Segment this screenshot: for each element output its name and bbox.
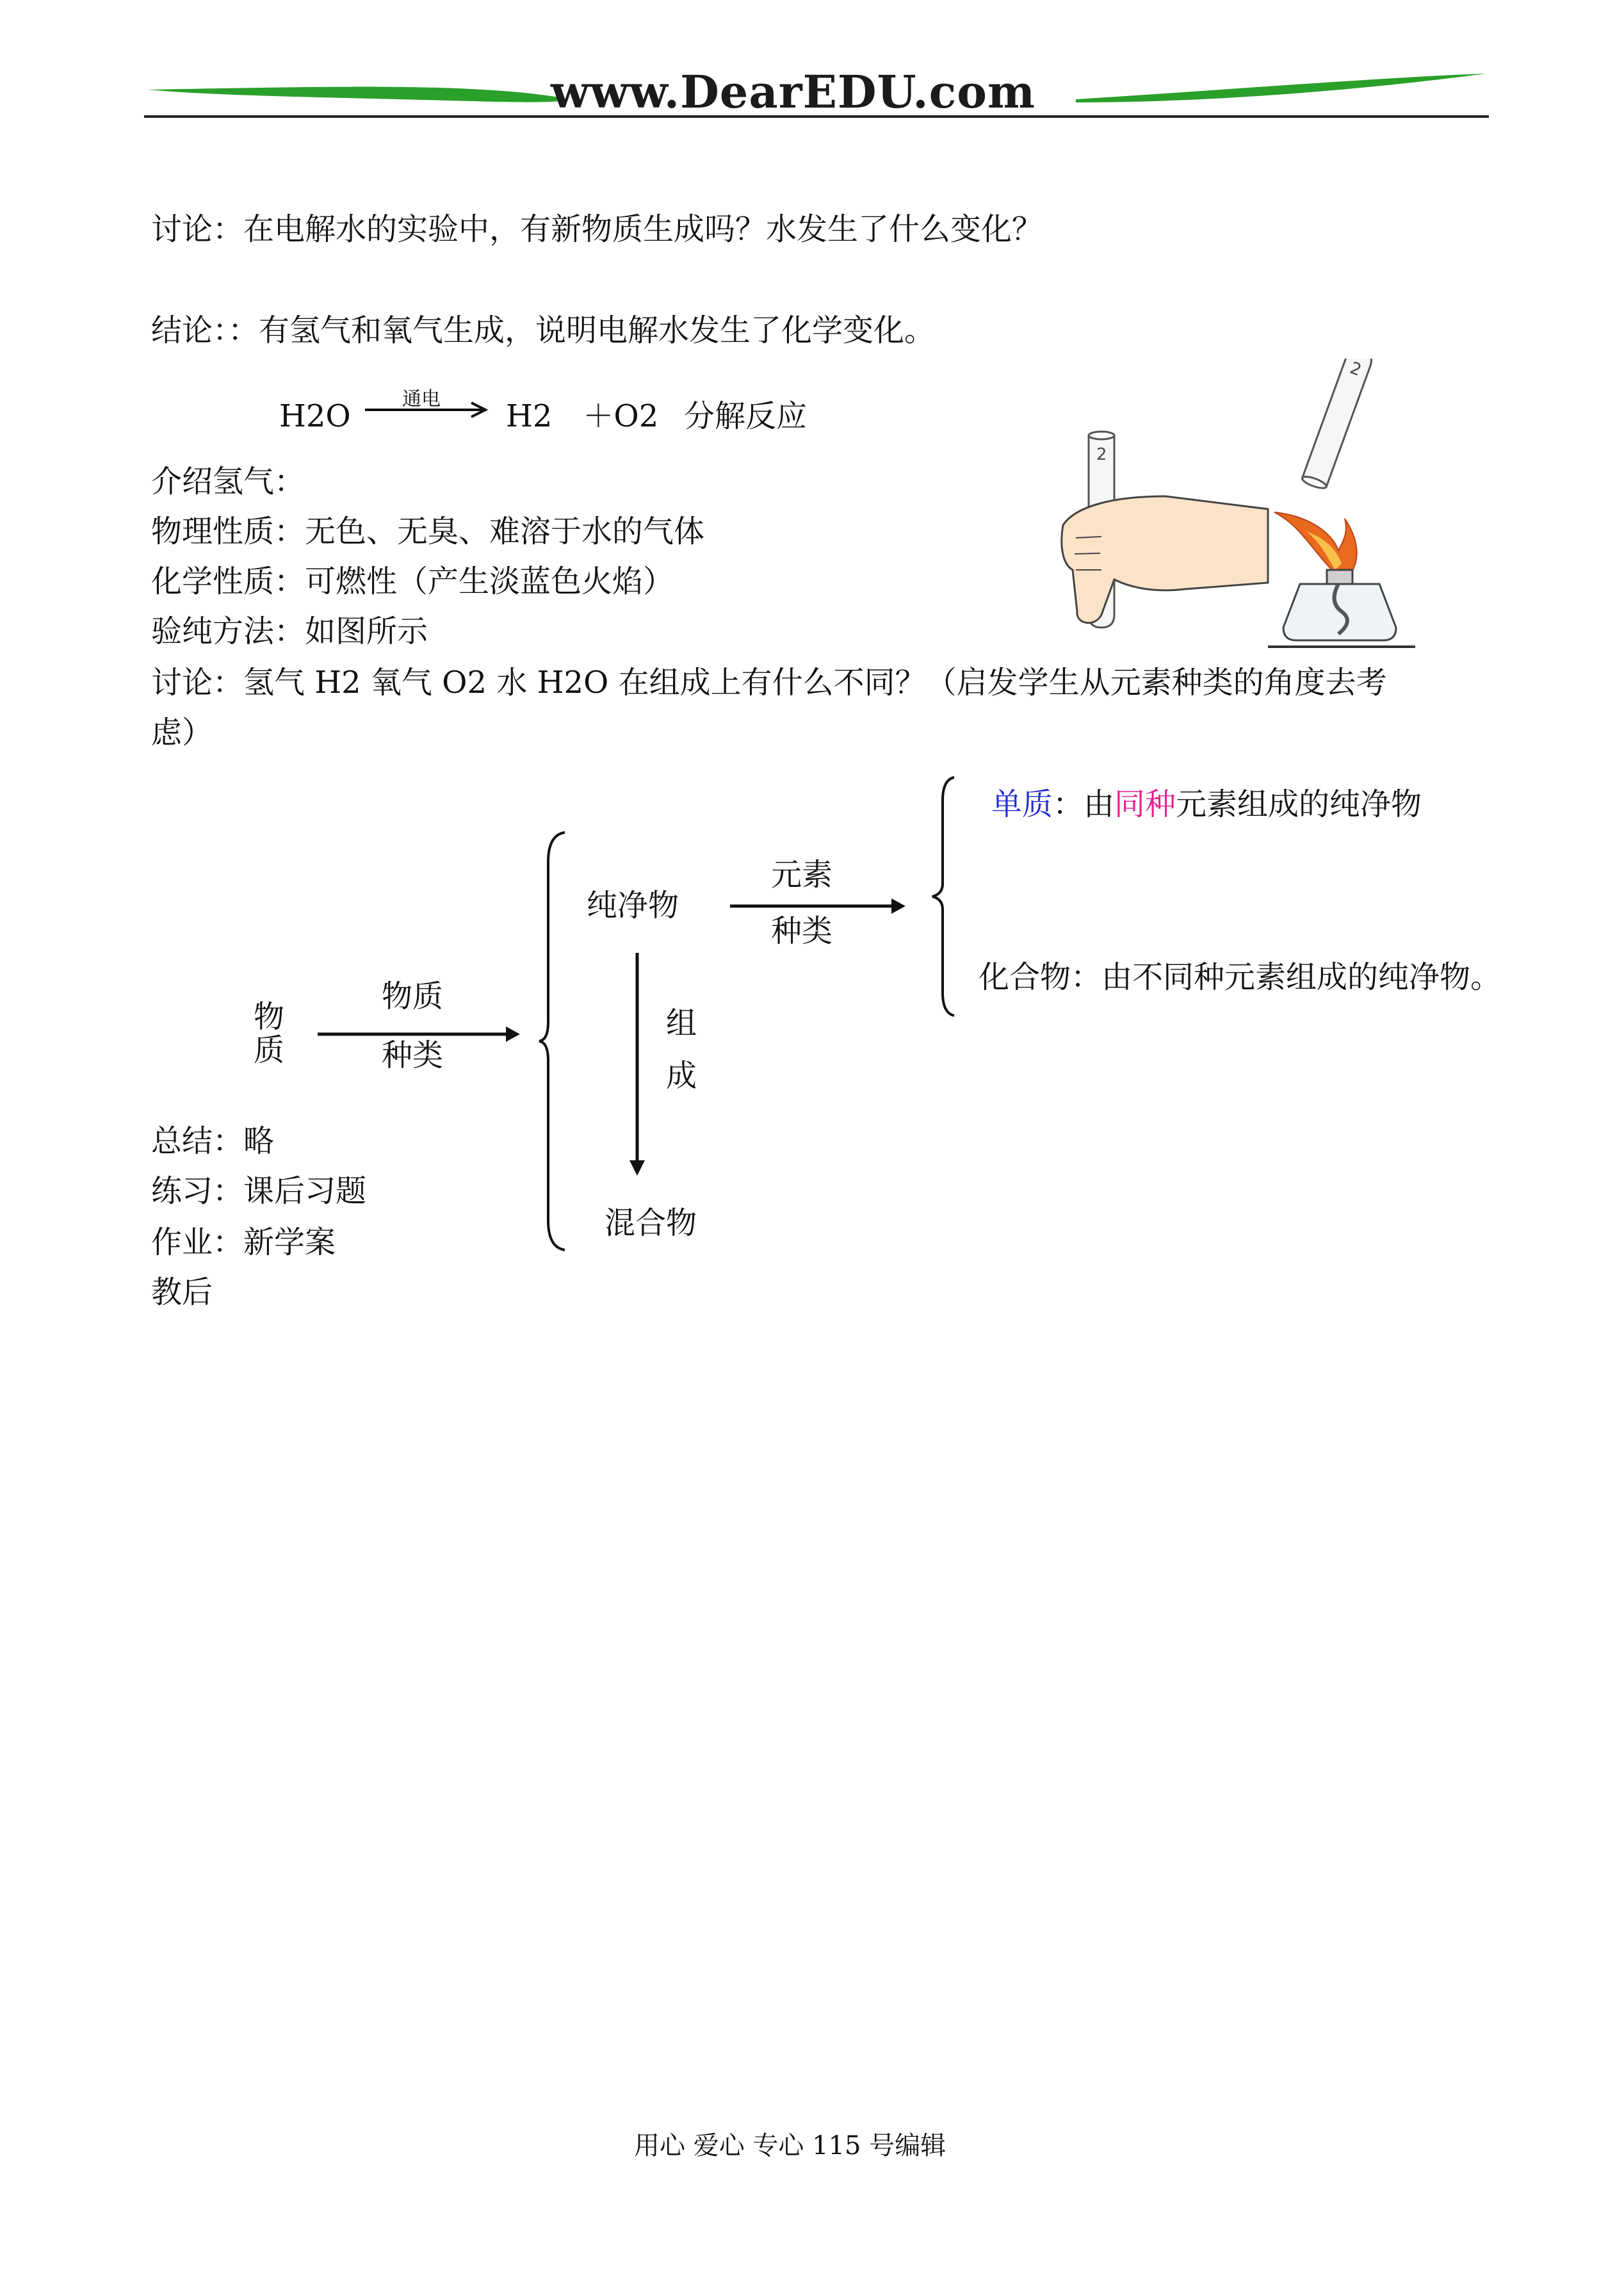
- svg-text:2: 2: [1347, 359, 1364, 380]
- discussion-line-2a: 讨论：氢气 H2 氧气 O2 水 H2O 在组成上有什么不同？（启发学生从元素种类的角度去考: [151, 665, 1387, 701]
- purity-method: 验纯方法：如图所示: [151, 613, 428, 649]
- element-rest: 元素组成的纯净物: [1176, 786, 1422, 822]
- green-swoosh-right: [1076, 74, 1486, 102]
- conclusion-line: 结论：：有氢气和氧气生成，说明电解水发生了化学变化。: [151, 312, 936, 348]
- arrow2-top-label: 元素: [771, 857, 833, 893]
- green-swoosh-left: [147, 87, 566, 102]
- compound-definition: 化合物：由不同种元素组成的纯净物。: [978, 959, 1502, 995]
- hydrogen-test-illustration: [1037, 359, 1434, 660]
- alcohol-burner: [1268, 570, 1415, 647]
- summary: 总结：略: [151, 1123, 275, 1159]
- matter-label-bottom: 质: [254, 1032, 285, 1068]
- element-mid: ：由: [1053, 786, 1115, 822]
- arrow1-top-label: 物质: [382, 978, 444, 1014]
- mixture: 混合物: [605, 1205, 697, 1241]
- test-tube-right: [1301, 359, 1375, 491]
- site-logo[interactable]: www.DearEDU.com: [551, 65, 1036, 118]
- after-class: 教后: [151, 1274, 213, 1310]
- discussion-line-1: 讨论：在电解水的实验中，有新物质生成吗？水发生了什么变化？: [151, 211, 1043, 247]
- brace-small: [929, 775, 961, 1018]
- element-definition: [991, 785, 1422, 823]
- equation-reactant: H2O: [279, 398, 351, 434]
- arrow2-bottom-label: 种类: [771, 913, 833, 949]
- physical-properties: 物理性质：无色、无臭、难溶于水的气体: [151, 514, 705, 549]
- intro-hydrogen: 介绍氢气：: [151, 464, 305, 499]
- element-term: 单质: [991, 786, 1053, 822]
- equation-products: H2 ＋O2: [506, 398, 659, 434]
- composition-label-top: 组: [666, 1005, 697, 1041]
- homework: 作业：新学案: [151, 1224, 336, 1260]
- element-highlight: 同种: [1114, 786, 1176, 822]
- arrow-pure-to-mixture: [628, 952, 647, 1178]
- equation-type: 分解反应: [684, 398, 808, 434]
- brace-large: [537, 830, 575, 1253]
- practice: 练习：课后习题: [151, 1173, 367, 1209]
- flame: [1274, 512, 1357, 573]
- arrow1-bottom-label: 种类: [382, 1037, 444, 1073]
- hand: [1062, 496, 1268, 623]
- matter-label-top: 物: [254, 999, 285, 1035]
- footer-text: 用心 爱心 专心 115 号编辑: [634, 2131, 946, 2161]
- discussion-line-2b: 虑）: [151, 715, 213, 750]
- equation-condition: 通电: [402, 388, 441, 410]
- svg-text:2: 2: [1096, 445, 1107, 464]
- chemical-properties: 化学性质：可燃性（产生淡蓝色火焰）: [151, 564, 674, 599]
- composition-label-bottom: 成: [666, 1058, 697, 1094]
- equation-arrow: [364, 400, 492, 419]
- pure-substance: 纯净物: [587, 888, 679, 923]
